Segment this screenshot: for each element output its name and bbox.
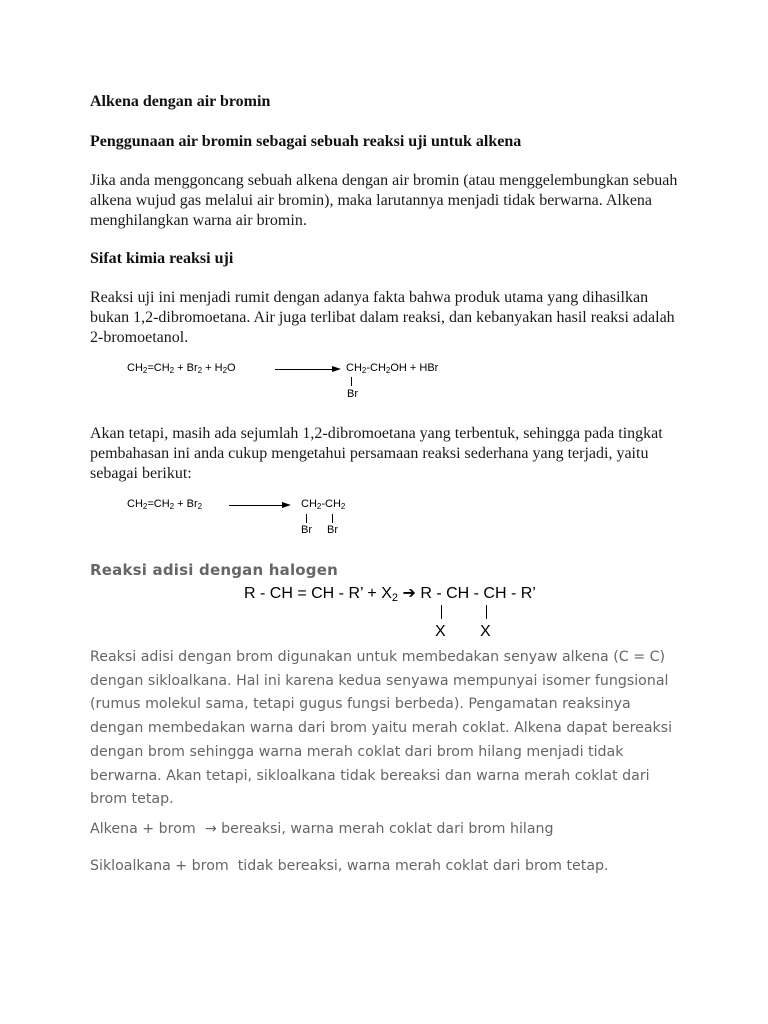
eq1-prod2: -CH bbox=[366, 362, 386, 374]
eq1-sub2e: 2 bbox=[361, 366, 367, 375]
heading-alkena-air-bromin: Alkena dengan air bromin bbox=[90, 93, 271, 110]
heading-penggunaan-air-bromin: Penggunaan air bromin sebagai sebuah reaksi uji untuk alkena bbox=[90, 133, 522, 150]
eq1-bond-bar bbox=[351, 377, 352, 386]
equation1-products bbox=[346, 362, 438, 374]
line-sikloalkana-brom: Sikloalkana + brom tidak bereaksi, warna merah coklat dari brom tetap. bbox=[90, 858, 609, 874]
eq1-plus1: + Br bbox=[174, 362, 198, 374]
gen-x2: X bbox=[480, 623, 491, 640]
gen-eq-line bbox=[244, 583, 536, 603]
paragraph-intro: Jika anda menggoncang sebuah alkena dengan air bromin (atau menggelembungkan sebuah alkena wujud gas melalui air bromin), maka larutannya menjadi tidak berwarna. Alkena menghilangkan warna air bromin. bbox=[90, 172, 678, 229]
eq2-br1: Br bbox=[301, 524, 312, 536]
eq2-ch2a: CH bbox=[127, 498, 143, 510]
eq2-sub2e: 2 bbox=[340, 502, 346, 511]
eq1-arrow-line bbox=[275, 369, 335, 370]
line-alkena-brom: Alkena + brom → bereaksi, warna merah coklat dari brom hilang bbox=[90, 821, 554, 837]
eq2-prod2: -CH bbox=[321, 498, 341, 510]
gen-eq-arrow-icon: ➔ bbox=[402, 585, 416, 602]
eq2-eq: =CH bbox=[147, 498, 170, 510]
eq2-sub2a: 2 bbox=[142, 502, 148, 511]
equation2-products bbox=[301, 498, 345, 510]
eq1-o: O bbox=[227, 362, 236, 374]
gen-eq-right: R - CH - CH - R’ bbox=[420, 585, 536, 602]
eq1-sub2b: 2 bbox=[169, 366, 175, 375]
eq2-sub2b: 2 bbox=[169, 502, 175, 511]
eq1-br: Br bbox=[347, 388, 358, 400]
eq2-arrow-head bbox=[282, 502, 291, 508]
heading-reaksi-adisi-halogen: Reaksi adisi dengan halogen bbox=[90, 561, 338, 579]
paragraph-reaksi-uji: Reaksi uji ini menjadi rumit dengan adanya fakta bahwa produk utama yang dihasilkan bukan 1,2-dibromoetana. Air juga terlibat dalam reaksi, dan kebanyakan hasil reaksi adalah 2-bromoetanol. bbox=[90, 289, 675, 346]
gen-bond-bar-2 bbox=[486, 605, 487, 619]
eq1-eq: =CH bbox=[147, 362, 170, 374]
eq1-sub2d: 2 bbox=[222, 366, 228, 375]
gen-eq-left: R - CH = CH - R’ + X bbox=[244, 585, 392, 602]
eq1-ch2a: CH bbox=[127, 362, 143, 374]
heading-sifat-kimia: Sifat kimia reaksi uji bbox=[90, 250, 234, 267]
paragraph-adisi-brom: Reaksi adisi dengan brom digunakan untuk membedakan senyaw alkena (C = C) dengan sikloalkana. Hal ini karena kedua senyawa mempunyai isomer fungsional (rumus molekul sama, tetapi gugus fungsi berbeda). Pengamatan reaksinya dengan membedakan warna dari brom yaitu merah coklat. Alkena dapat bereaksi dengan brom sehingga warna merah coklat dari brom hilang menjadi tidak berwarna. Akan tetapi, sikloalkana tidak bereaksi dan warna merah coklat dari brom tetap. bbox=[90, 649, 673, 808]
eq1-plus2: + H bbox=[202, 362, 223, 374]
gen-eq-sub: 2 bbox=[391, 592, 398, 604]
paragraph-dibromoetana: Akan tetapi, masih ada sejumlah 1,2-dibromoetana yang terbentuk, sehingga pada tingkat pembahasan ini anda cukup mengetahui persamaan reaksi sederhana yang terjadi, yaitu sebagai berikut: bbox=[90, 425, 663, 482]
eq2-br2: Br bbox=[327, 524, 338, 536]
eq2-sub2d: 2 bbox=[316, 502, 322, 511]
eq2-bond-bar-2 bbox=[332, 514, 333, 523]
eq2-arrow-line bbox=[229, 505, 285, 506]
eq1-arrow-head bbox=[332, 366, 341, 372]
eq1-prod1: CH bbox=[346, 362, 362, 374]
eq1-prod3: OH + HBr bbox=[390, 362, 439, 374]
eq2-bond-bar-1 bbox=[306, 514, 307, 523]
equation2-reactants bbox=[127, 498, 202, 510]
gen-x1: X bbox=[435, 623, 446, 640]
gen-bond-bar-1 bbox=[441, 605, 442, 619]
eq1-sub2a: 2 bbox=[142, 366, 148, 375]
eq2-sub2c: 2 bbox=[197, 502, 203, 511]
eq1-sub2c: 2 bbox=[197, 366, 203, 375]
eq1-sub2f: 2 bbox=[385, 366, 391, 375]
eq2-prod1: CH bbox=[301, 498, 317, 510]
equation1-reactants bbox=[127, 362, 236, 374]
eq2-plus1: + Br bbox=[174, 498, 198, 510]
